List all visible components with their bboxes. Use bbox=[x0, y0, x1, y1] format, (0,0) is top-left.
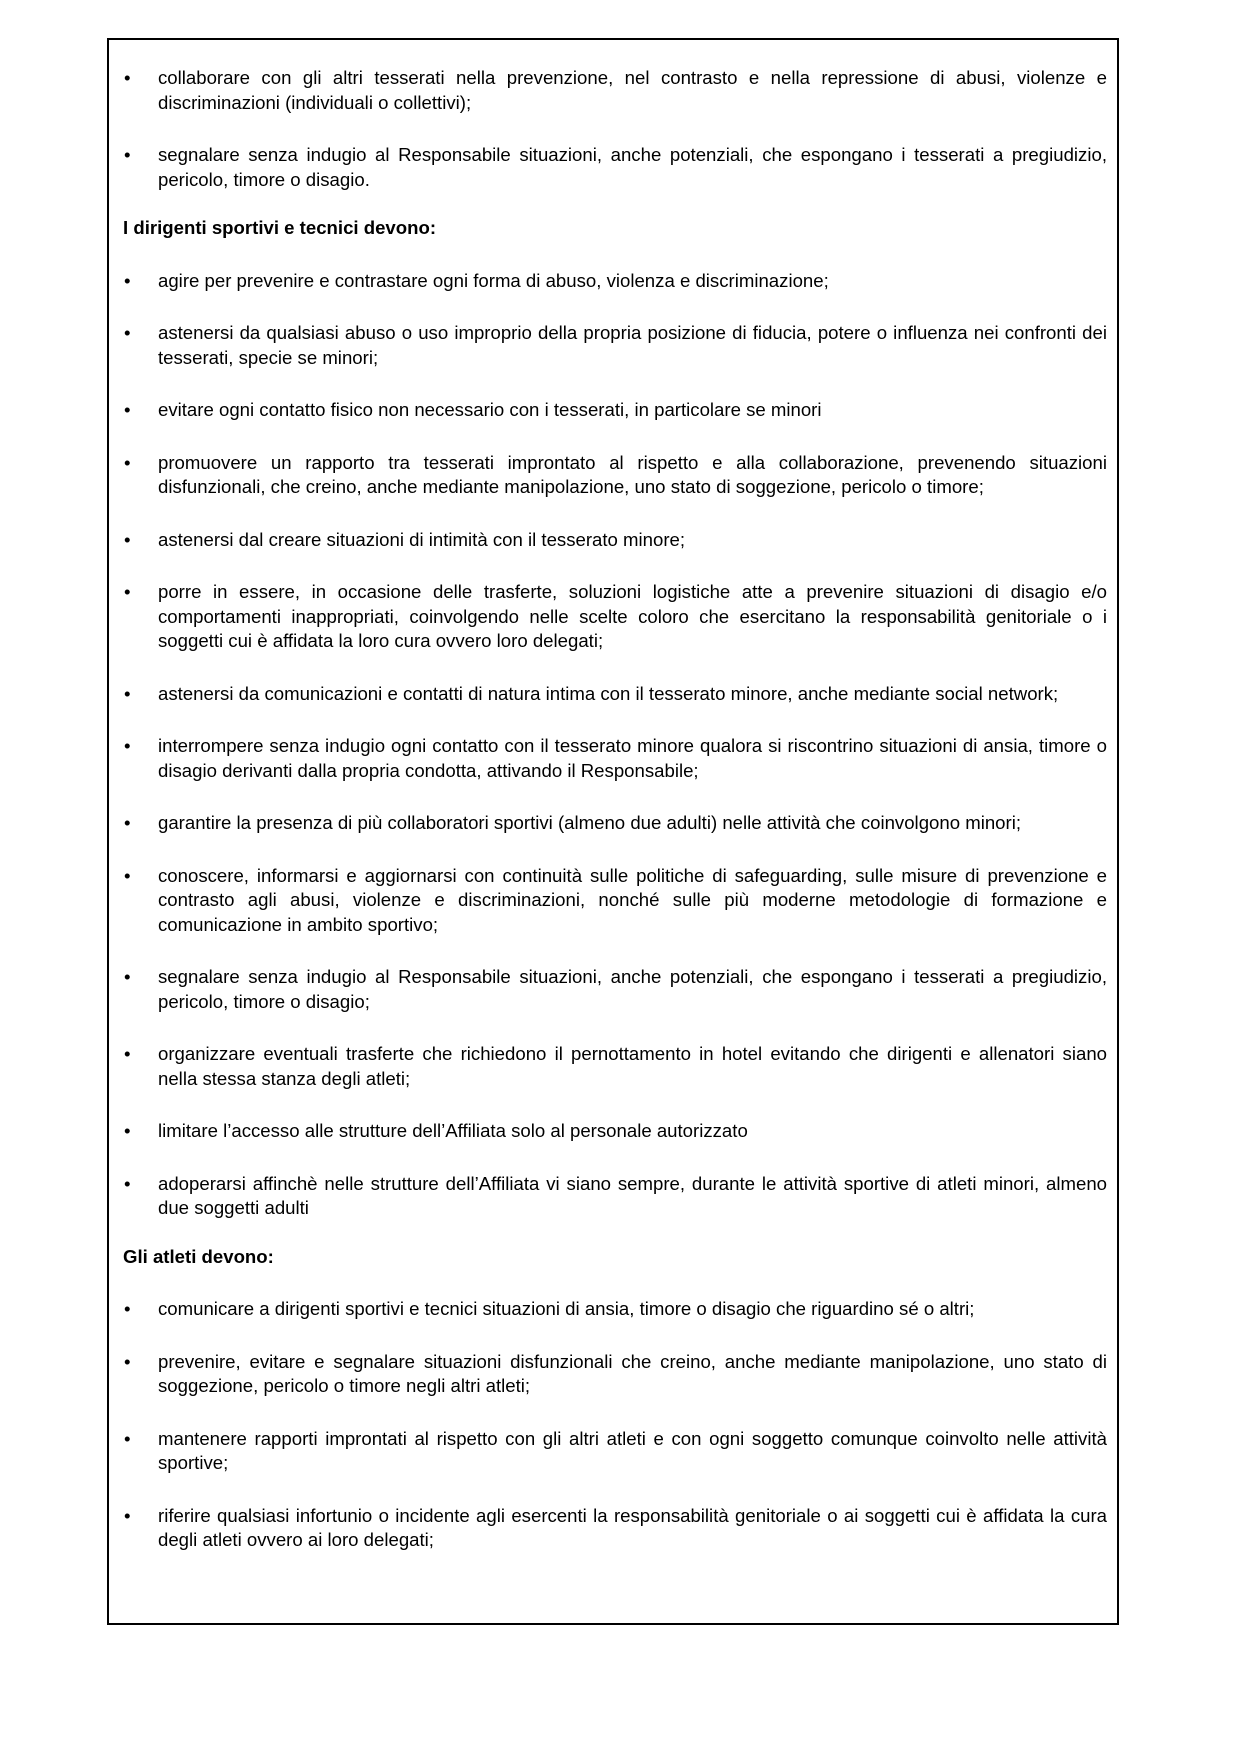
list-item-text: limitare l’accesso alle strutture dell’Affiliata solo al personale autorizzato bbox=[158, 1120, 748, 1141]
list-item-text: riferire qualsiasi infortunio o incidente agli esercenti la responsabilità genitoriale o ai soggetti cui è affidata la cura degli atleti ovvero ai loro delegati; bbox=[158, 1504, 1107, 1550]
bullet-icon: • bbox=[124, 864, 131, 886]
bullet-icon: • bbox=[124, 966, 131, 987]
list-item bbox=[123, 66, 1107, 115]
bullet-icon: • bbox=[124, 451, 131, 473]
bullet-icon: • bbox=[124, 735, 131, 756]
bullet-icon: • bbox=[124, 812, 131, 833]
list-item bbox=[123, 1297, 1107, 1322]
bullet-icon: • bbox=[124, 1504, 131, 1526]
list-item-text: segnalare senza indugio al Responsabile situazioni, anche potenziali, che espongano i tesserati a pregiudizio, pericolo, timore o disagio; bbox=[158, 966, 1107, 1012]
list-item bbox=[123, 682, 1107, 707]
bullet-icon: • bbox=[124, 1350, 131, 1372]
bullet-icon: • bbox=[124, 1043, 131, 1064]
list-item-text: mantenere rapporti improntati al rispetto con gli altri atleti e con ogni soggetto comunque coinvolto nelle attività sportive; bbox=[158, 1427, 1107, 1473]
list-item bbox=[123, 1042, 1107, 1091]
list-item bbox=[123, 143, 1107, 192]
bullet-icon: • bbox=[124, 67, 131, 88]
list-item bbox=[123, 1504, 1107, 1553]
list-item-text: evitare ogni contatto fisico non necessario con i tesserati, in particolare se minori bbox=[158, 399, 822, 420]
list-item bbox=[123, 965, 1107, 1014]
list-item bbox=[123, 734, 1107, 783]
list-item-text: conoscere, informarsi e aggiornarsi con continuità sulle politiche di safeguarding, sulle misure di prevenzione e contrasto agli abusi, violenze e discriminazioni, nonché sulle più moderne metodologie di formazione e comunicazione in ambito sportivo; bbox=[158, 864, 1107, 935]
section-heading: I dirigenti sportivi e tecnici devono: bbox=[123, 217, 437, 238]
section-heading: Gli atleti devono: bbox=[123, 1245, 274, 1267]
bullet-icon: • bbox=[124, 1172, 131, 1194]
list-item-text: segnalare senza indugio al Responsabile situazioni, anche potenziali, che espongano i tesserati a pregiudizio, pericolo, timore o disagio. bbox=[158, 144, 1107, 190]
list-item-text: garantire la presenza di più collaboratori sportivi (almeno due adulti) nelle attività che coinvolgono minori; bbox=[158, 812, 1022, 833]
bullet-icon: • bbox=[124, 1120, 131, 1141]
list-item bbox=[123, 321, 1107, 370]
list-item bbox=[123, 269, 1107, 294]
list-item-text: organizzare eventuali trasferte che richiedono il pernottamento in hotel evitando che dirigenti e allenatori siano nella stessa stanza degli atleti; bbox=[158, 1043, 1107, 1089]
list-item-text: collaborare con gli altri tesserati nella prevenzione, nel contrasto e nella repressione di abusi, violenze e discriminazioni (individuali o collettivi); bbox=[158, 67, 1107, 113]
list-item-text: adoperarsi affinchè nelle strutture dell’Affiliata vi siano sempre, durante le attività sportive di atleti minori, almeno due soggetti adulti bbox=[158, 1172, 1107, 1218]
bullet-icon: • bbox=[124, 144, 131, 165]
bullet-icon: • bbox=[124, 528, 131, 550]
bullet-icon: • bbox=[124, 399, 131, 420]
bullet-icon: • bbox=[124, 269, 131, 291]
list-item-text: astenersi da comunicazioni e contatti di natura intima con il tesserato minore, anche mediante social network; bbox=[158, 682, 1059, 704]
bullet-icon: • bbox=[124, 1298, 131, 1319]
list-item bbox=[123, 811, 1107, 836]
list-item bbox=[123, 528, 1107, 553]
list-item bbox=[123, 1427, 1107, 1476]
list-item-text: interrompere senza indugio ogni contatto con il tesserato minore qualora si riscontrino situazioni di ansia, timore o disagio derivanti dalla propria condotta, attivando il Responsabile; bbox=[158, 735, 1107, 781]
list-item-text: astenersi da qualsiasi abuso o uso improprio della propria posizione di fiducia, potere o influenza nei confronti dei tesserati, specie se minori; bbox=[158, 322, 1107, 368]
list-item-text: agire per prevenire e contrastare ogni forma di abuso, violenza e discriminazione; bbox=[158, 269, 829, 291]
list-item bbox=[123, 1119, 1107, 1144]
list-item-text: prevenire, evitare e segnalare situazioni disfunzionali che creino, anche mediante manipolazione, uno stato di soggezione, pericolo o timore negli altri atleti; bbox=[158, 1350, 1107, 1396]
list-item bbox=[123, 864, 1107, 938]
bullet-icon: • bbox=[124, 322, 131, 343]
document-content bbox=[123, 66, 1107, 1553]
list-item bbox=[123, 398, 1107, 423]
bullet-icon: • bbox=[124, 1427, 131, 1449]
list-item bbox=[123, 451, 1107, 500]
bullet-icon: • bbox=[124, 682, 131, 704]
bullet-icon: • bbox=[124, 581, 131, 602]
list-item-text: astenersi dal creare situazioni di intimità con il tesserato minore; bbox=[158, 528, 686, 550]
list-item bbox=[123, 1350, 1107, 1399]
list-item bbox=[123, 580, 1107, 654]
list-item-text: promuovere un rapporto tra tesserati improntato al rispetto e alla collaborazione, prevenendo situazioni disfunzionali, che creino, anche mediante manipolazione, uno stato di soggezione, pericolo o timore; bbox=[158, 451, 1107, 497]
list-item-text: comunicare a dirigenti sportivi e tecnici situazioni di ansia, timore o disagio che riguardino sé o altri; bbox=[158, 1298, 975, 1319]
list-item bbox=[123, 1172, 1107, 1221]
list-item-text: porre in essere, in occasione delle trasferte, soluzioni logistiche atte a prevenire situazioni di disagio e/o comportamenti inappropriati, coinvolgendo nelle scelte coloro che esercitano la responsabilità genitoriale o i soggetti cui è affidata la loro cura ovvero loro delegati; bbox=[158, 581, 1107, 651]
document-frame bbox=[107, 38, 1119, 1625]
